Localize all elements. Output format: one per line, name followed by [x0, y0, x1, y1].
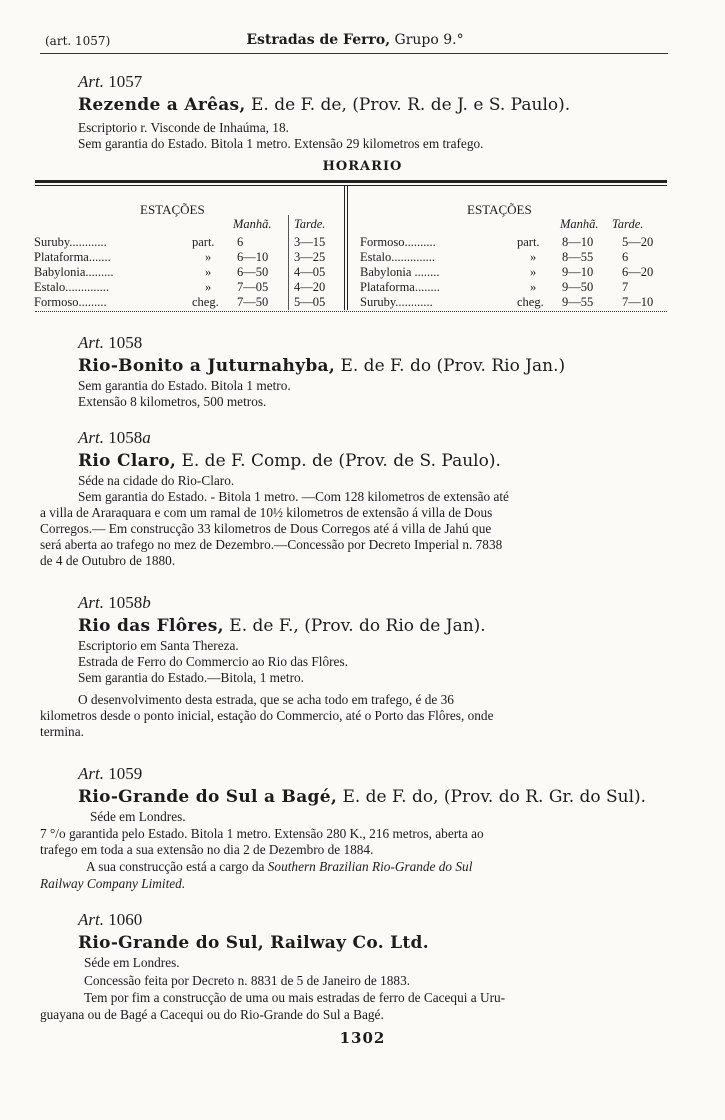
horario-top-rule-thin [35, 185, 667, 186]
article-1058b-line6: termina. [40, 724, 84, 739]
article-1058a-line5: será aberta ao trafego no mez de Dezembro.—Concessão por Decreto Imperial n. 7838 [40, 537, 503, 552]
header-title-rest: Grupo 9.° [394, 32, 464, 48]
horario-divider-2 [347, 186, 348, 310]
table-row-type: » [530, 265, 537, 279]
table-row-manha: 9—55 [562, 295, 594, 309]
article-1060-title: Rio-Grande do Sul, Railway Co. Ltd. [78, 933, 429, 953]
horario-right-manha-header: Manhã. [560, 217, 599, 231]
article-1059-line2: 7 °/o garantida pelo Estado. Bitola 1 metro. Extensão 280 K., 216 metros, aberta ao [40, 826, 484, 841]
table-row-type: part. [192, 235, 215, 249]
horario-left-stations-header: ESTAÇÕES [140, 202, 205, 217]
horario-title: HORARIO [322, 159, 403, 174]
table-row-station: Suruby............ [360, 295, 433, 309]
table-row-manha: 8—55 [562, 250, 594, 264]
article-1059-line4: A sua construcção está a cargo da Southern Brazilian Rio-Grande do Sul [86, 859, 473, 874]
article-1058a-line4: Corregos.— Em construcção 33 kilometros de Dous Corregos até á villa de Jahú que [40, 521, 492, 536]
page-number: 1302 [339, 1029, 386, 1047]
table-row-manha: 9—10 [562, 265, 594, 279]
table-row-station: Formoso......... [34, 295, 107, 309]
table-row-manha: 9—50 [562, 280, 594, 294]
article-1058b-title: Rio das Flôres, E. de F., (Prov. do Rio de Jan). [78, 616, 486, 636]
header-title [45, 32, 665, 48]
article-1058a-line3: a villa de Araraquara e com um ramal de 10½ kilometros de extensão á villa de Dous [40, 505, 493, 520]
table-row-tarde: 5—05 [294, 295, 326, 309]
article-1059-line3: trafego em toda a sua extensão no dia 2 de Dezembro de 1884. [40, 842, 374, 857]
article-1058b-line5: kilometros desde o ponto inicial, estação do Commercio, até o Porto das Flôres, onde [40, 708, 494, 723]
article-1057-title: Rezende a Arêas, E. de F. de, (Prov. R. de J. e S. Paulo). [78, 95, 571, 115]
table-row-type: » [205, 265, 212, 279]
article-1058b-line3: Sem garantia do Estado.—Bitola, 1 metro. [78, 670, 305, 685]
table-row-manha: 6 [237, 235, 244, 249]
table-row-manha: 7—05 [237, 280, 269, 294]
article-1059-title: Rio-Grande do Sul a Bagé, E. de F. do, (Prov. do R. Gr. do Sul). [78, 787, 647, 807]
table-row-station: Estalo.............. [360, 250, 435, 264]
table-row-station: Estalo.............. [34, 280, 109, 294]
running-header [45, 32, 665, 52]
table-row-tarde: 4—05 [294, 265, 326, 279]
article-1059-line5: Railway Company Limited. [40, 876, 186, 891]
horario-top-rule [35, 180, 667, 183]
table-row-type: cheg. [517, 295, 544, 309]
article-1059-label: Art. 1059 [78, 764, 143, 783]
article-1058-line2: Extensão 8 kilometros, 500 metros. [78, 394, 267, 409]
article-1058a-title: Rio Claro, E. de F. Comp. de (Prov. de S. Paulo). [78, 451, 501, 471]
table-row-tarde: 3—15 [294, 235, 326, 249]
table-row-station: Babylonia......... [34, 265, 114, 279]
article-1058a-label: Art. 1058a [78, 428, 151, 447]
table-row-station: Plataforma....... [34, 250, 111, 264]
table-row-type: » [530, 250, 537, 264]
article-1058a-line2: Sem garantia do Estado. - Bitola 1 metro. —Com 128 kilometros de extensão até [78, 489, 509, 504]
article-1057-label: Art. 1057 [78, 72, 143, 91]
table-row-tarde: 6 [622, 250, 629, 264]
article-1060-line3: Tem por fim a construcção de uma ou mais estradas de ferro de Cacequi a Uru- [84, 990, 506, 1005]
table-row-tarde: 3—25 [294, 250, 326, 264]
horario-right-tarde-header: Tarde. [612, 217, 644, 231]
table-row-manha: 6—50 [237, 265, 269, 279]
table-row-manha: 6—10 [237, 250, 269, 264]
table-row-station: Babylonia ........ [360, 265, 440, 279]
table-row-station: Plataforma........ [360, 280, 440, 294]
article-1058b-line4: O desenvolvimento desta estrada, que se acha todo em trafego, é de 36 [78, 692, 454, 707]
article-1058-line1: Sem garantia do Estado. Bitola 1 metro. [78, 378, 291, 393]
table-row-type: cheg. [192, 295, 219, 309]
table-row-tarde: 5—20 [622, 235, 654, 249]
horario-bottom-rule [35, 311, 667, 312]
article-1058b-line1: Escriptorio em Santa Thereza. [78, 638, 239, 653]
table-row-type: part. [517, 235, 540, 249]
table-row-tarde: 6—20 [622, 265, 654, 279]
article-1057-line1: Escriptorio r. Visconde de Inhaúma, 18. [78, 120, 289, 135]
article-1058-title: Rio-Bonito a Juturnahyba, E. de F. do (Prov. Rio Jan.) [78, 356, 566, 376]
article-1058-label: Art. 1058 [78, 333, 143, 352]
article-1059-line1: Séde em Londres. [90, 809, 186, 824]
horario-right-stations-header: ESTAÇÕES [467, 202, 532, 217]
table-row-manha: 8—10 [562, 235, 594, 249]
header-article-ref: (art. 1057) [45, 34, 111, 48]
article-1058b-label: Art. 1058b [78, 593, 151, 612]
table-row-manha: 7—50 [237, 295, 269, 309]
article-1057-line2: Sem garantia do Estado. Bitola 1 metro. Extensão 29 kilometros em trafego. [78, 136, 484, 151]
article-1058b-line2: Estrada de Ferro do Commercio ao Rio das Flôres. [78, 654, 348, 669]
article-1058a-line1: Séde na cidade do Rio-Claro. [78, 473, 235, 488]
table-row-type: » [530, 280, 537, 294]
horario-left-tarde-header: Tarde. [294, 217, 326, 231]
article-1060-line2: Concessão feita por Decreto n. 8831 de 5 de Janeiro de 1883. [84, 973, 411, 988]
horario-left-col-rule [288, 215, 289, 310]
header-rule [40, 53, 668, 54]
horario-left-manha-header: Manhã. [233, 217, 272, 231]
table-row-type: » [205, 280, 212, 294]
table-row-tarde: 7—10 [622, 295, 654, 309]
table-row-station: Suruby............ [34, 235, 107, 249]
table-row-type: » [205, 250, 212, 264]
article-1060-line4: guayana ou de Bagé a Cacequi ou do Rio-Grande do Sul a Bagé. [40, 1007, 384, 1022]
table-row-tarde: 4—20 [294, 280, 326, 294]
table-row-station: Formoso.......... [360, 235, 436, 249]
article-1060-label: Art. 1060 [78, 910, 143, 929]
table-row-tarde: 7 [622, 280, 629, 294]
header-title-bold: Estradas de Ferro, [246, 32, 391, 48]
horario-divider [344, 186, 345, 310]
article-1060-line1: Séde em Londres. [84, 955, 180, 970]
article-1058a-line6: de 4 de Outubro de 1880. [40, 553, 176, 568]
